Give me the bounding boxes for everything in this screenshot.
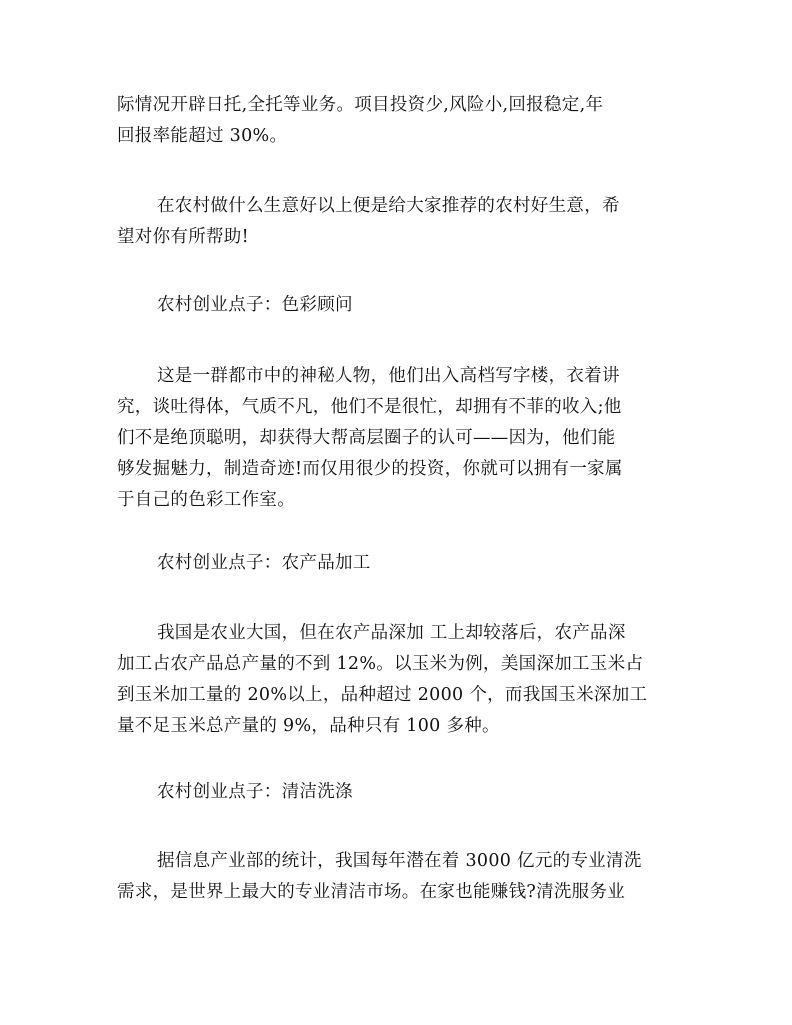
- heading-color-consultant: [117, 290, 677, 321]
- text-line: 际情况开辟日托,全托等业务。项目投资少,风险小,回报稳定,年: [117, 95, 604, 115]
- text-line: 到玉米加工量的 20%以上，品种超过 2000 个，而我国玉米深加工: [117, 685, 648, 705]
- paragraph-cleaning: [117, 846, 677, 908]
- section-heading: 农村创业点子：色彩顾问: [157, 295, 353, 315]
- paragraph-color-consultant: [117, 361, 677, 516]
- paragraph-agri-processing: [117, 618, 677, 742]
- text-line: 需求，是世界上最大的专业清洁市场。在家也能赚钱?清洗服务业: [117, 882, 626, 902]
- section-heading: 农村创业点子：清洁洗涤: [157, 782, 353, 802]
- text-line: 这是一群都市中的神秘人物，他们出入高档写字楼，衣着讲: [157, 366, 620, 386]
- text-line: 够发掘魅力，制造奇迹!而仅用很少的投资，你就可以拥有一家属: [117, 459, 623, 479]
- text-line: 们不是绝顶聪明，却获得大帮高层圈子的认可——因为，他们能: [117, 428, 616, 448]
- text-line: 望对你有所帮助!: [117, 227, 249, 247]
- text-line: 于自己的色彩工作室。: [117, 490, 295, 510]
- text-line: 我国是农业大国，但在农产品深加 工上却较落后，农产品深: [157, 623, 626, 643]
- paragraph-daycare-continuation: [117, 90, 677, 152]
- text-line: 加工占农产品总产量的不到 12%。以玉米为例，美国深加工玉米占: [117, 654, 644, 674]
- heading-cleaning: [117, 777, 677, 808]
- text-line: 在农村做什么生意好以上便是给大家推荐的农村好生意，希: [157, 196, 620, 216]
- text-line: 据信息产业部的统计，我国每年潜在着 3000 亿元的专业清洗: [157, 851, 642, 871]
- section-heading: 农村创业点子：农产品加工: [157, 553, 371, 573]
- text-line: 回报率能超过 30%。: [117, 126, 288, 146]
- heading-agri-processing: [117, 548, 677, 579]
- text-line: 量不足玉米总产量的 9%，品种只有 100 多种。: [117, 716, 500, 736]
- paragraph-summary: [117, 191, 677, 253]
- text-line: 究，谈吐得体，气质不凡，他们不是很忙，却拥有不菲的收入;他: [117, 397, 622, 417]
